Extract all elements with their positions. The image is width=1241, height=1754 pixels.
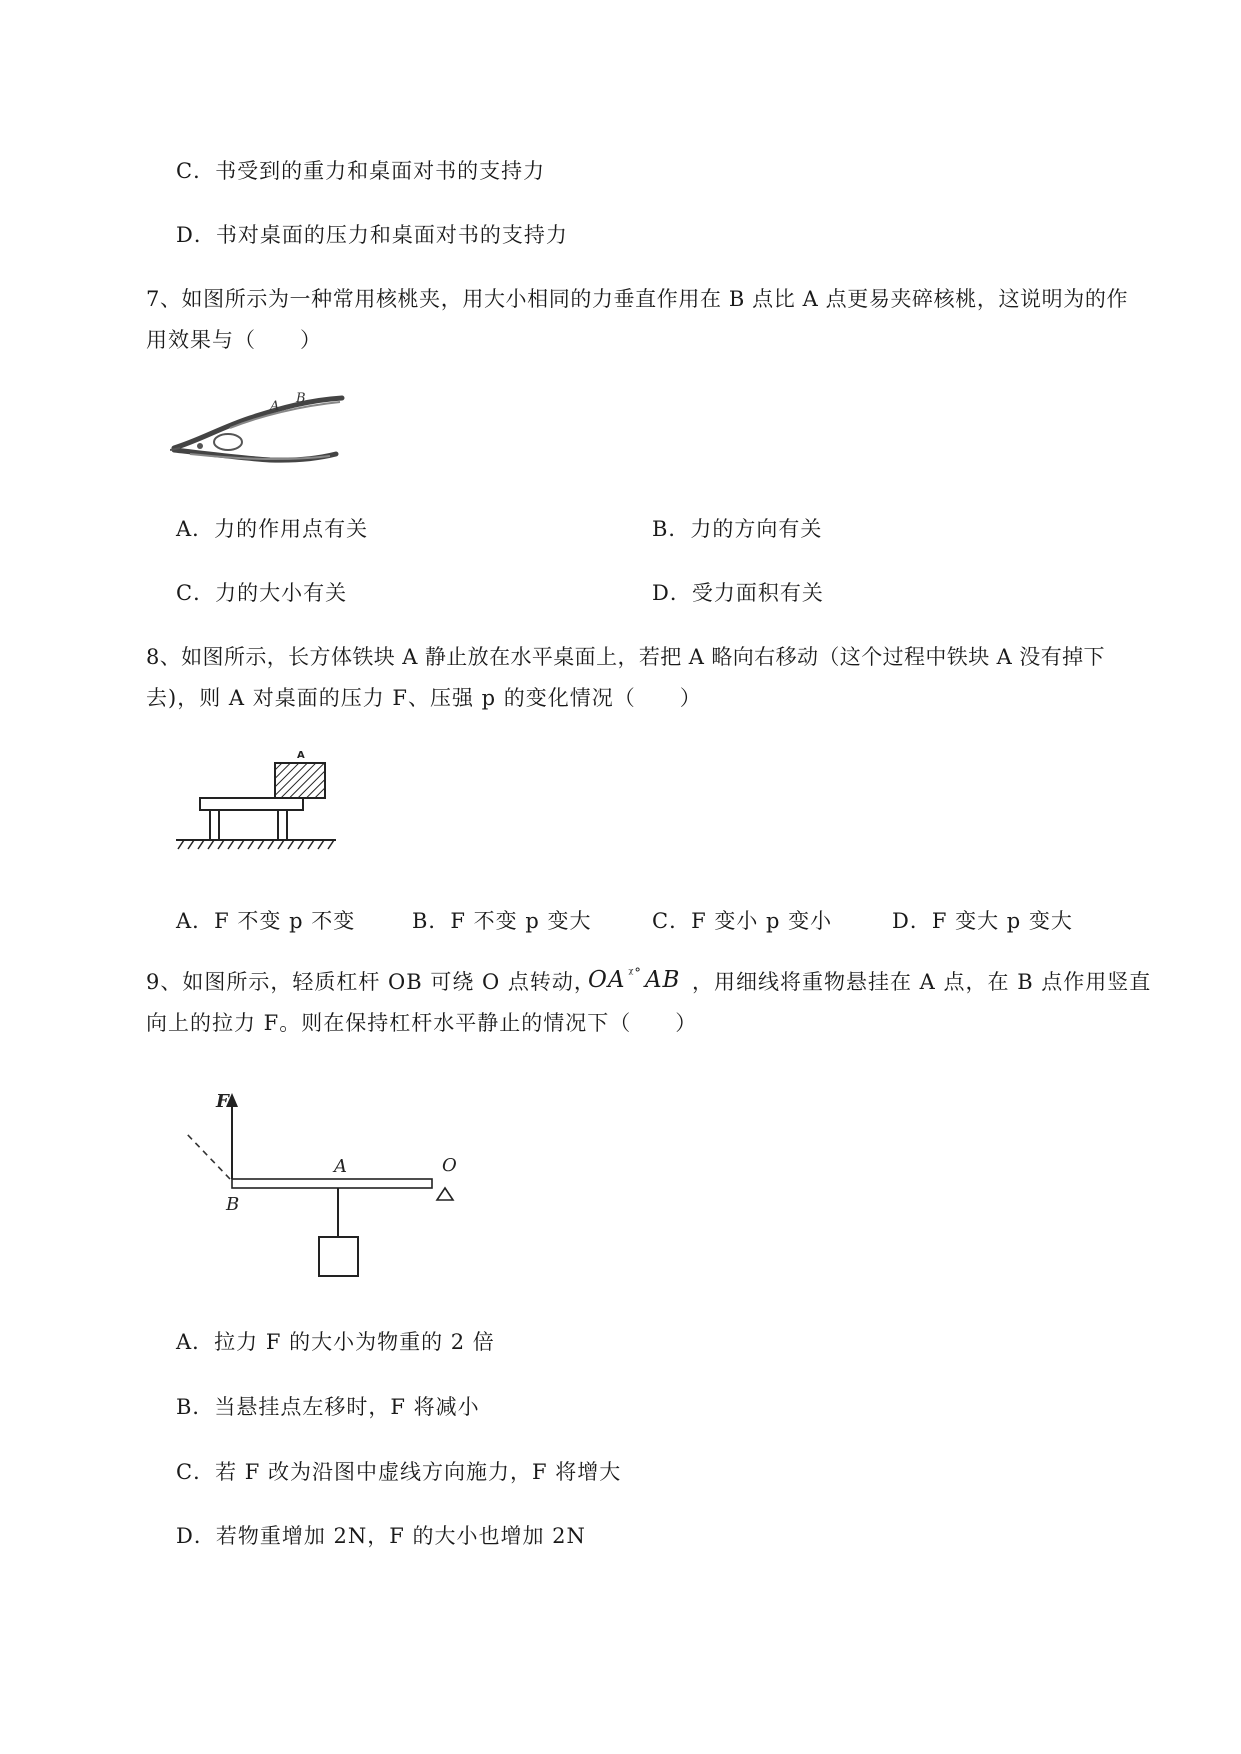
- nutcracker-label-b: B: [296, 391, 306, 406]
- q9-option-a: A．拉力 F 的大小为物重的 2 倍: [176, 1330, 495, 1354]
- table-block-figure: [172, 745, 342, 855]
- q9-option-b: B．当悬挂点左移时，F 将减小: [176, 1395, 480, 1419]
- q9-stem-line1a: 9、如图所示，轻质杠杆 OB 可绕 O 点转动，: [146, 970, 596, 994]
- q7-stem-line1: 7、如图所示为一种常用核桃夹，用大小相同的力垂直作用在 B 点比 A 点更易夹碎核桃，这说明为的作: [146, 287, 1129, 311]
- q8-option-c: C．F 变小 p 变小: [652, 909, 833, 933]
- q7-option-c: C．力的大小有关: [176, 581, 348, 605]
- q7-stem-line2: 用效果与（ ）: [146, 328, 322, 352]
- q8-option-d: D．F 变大 p 变大: [892, 909, 1073, 933]
- pivot-triangle: [437, 1188, 453, 1200]
- lever-label-o: O: [442, 1155, 457, 1176]
- nutcracker-label-a: A: [270, 399, 280, 414]
- dashed-force-line: [185, 1132, 230, 1179]
- q8-stem-line2: 去)，则 A 对桌面的压力 F、压强 p 的变化情况（ ）: [146, 686, 702, 710]
- q9-math-expression: [588, 966, 680, 998]
- q9-math-symbol: ᵡ°: [628, 966, 642, 981]
- lever-label-f: F: [216, 1091, 229, 1112]
- q7-option-b: B．力的方向有关: [652, 517, 823, 541]
- lever-label-a: A: [334, 1156, 347, 1177]
- lever-figure: [180, 1085, 470, 1280]
- weight-box: [319, 1237, 358, 1276]
- q8-option-a: A．F 不变 p 不变: [176, 909, 356, 933]
- q8-option-b: B．F 不变 p 变大: [412, 909, 592, 933]
- q8-stem-line1: 8、如图所示，长方体铁块 A 静止放在水平桌面上，若把 A 略向右移动（这个过程中铁块 A 没有掉下: [146, 645, 1105, 669]
- q9-option-d: D．若物重增加 2N，F 的大小也增加 2N: [176, 1524, 586, 1548]
- iron-block: [275, 763, 325, 798]
- q6-option-d: D．书对桌面的压力和桌面对书的支持力: [176, 223, 568, 247]
- q9-option-c: C．若 F 改为沿图中虚线方向施力，F 将增大: [176, 1460, 622, 1484]
- q7-option-a: A．力的作用点有关: [176, 517, 369, 541]
- q9-stem-line2: 向上的拉力 F。则在保持杠杆水平静止的情况下（ ）: [146, 1011, 698, 1035]
- q9-math-oa: OA: [588, 967, 626, 993]
- q9-stem-line1b: ，用细线将重物悬挂在 A 点，在 B 点作用竖直: [692, 970, 1152, 994]
- lever-label-b: B: [226, 1194, 240, 1215]
- q6-option-c: C．书受到的重力和桌面对书的支持力: [176, 159, 546, 183]
- block-label-a: A: [297, 750, 305, 761]
- nutcracker-figure: [170, 388, 350, 472]
- lever-bar: [232, 1179, 432, 1188]
- q9-math-ab: AB: [644, 967, 681, 993]
- table-top: [200, 798, 303, 810]
- q7-option-d: D．受力面积有关: [652, 581, 824, 605]
